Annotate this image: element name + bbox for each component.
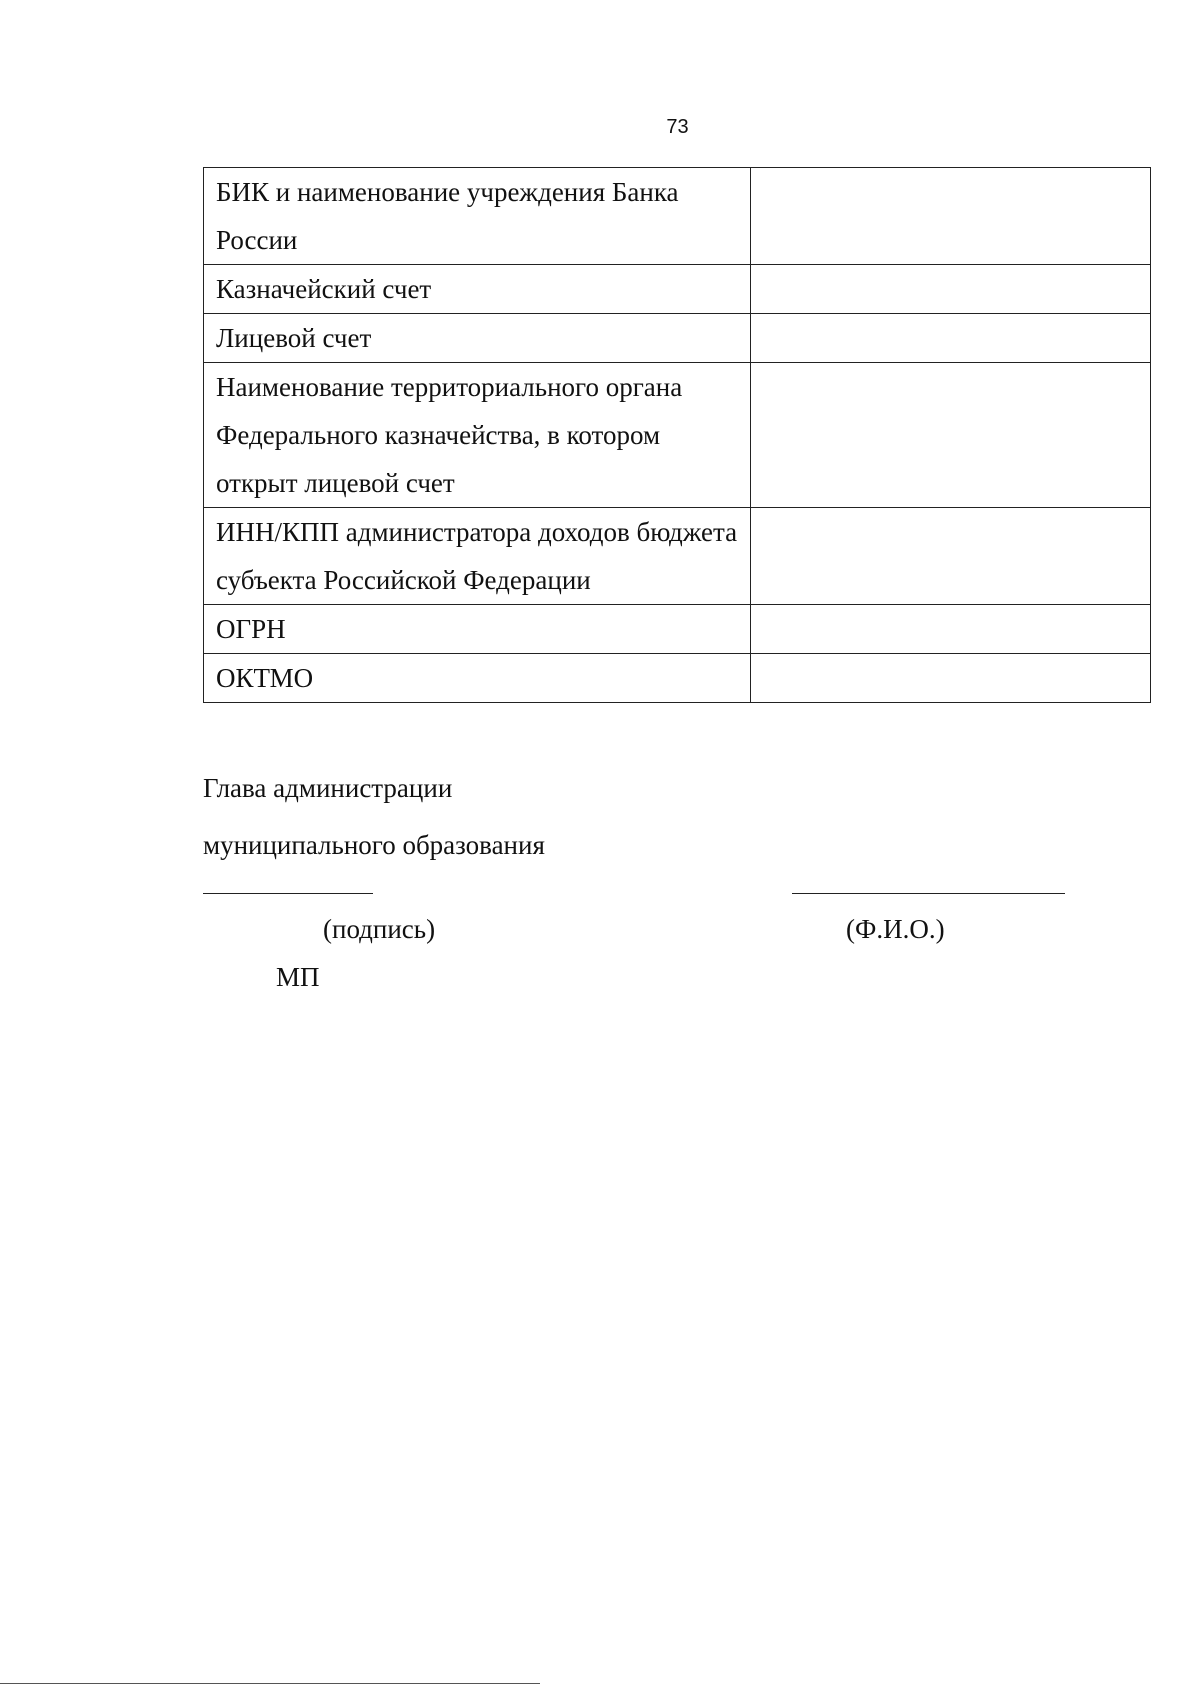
- bottom-divider: [0, 1683, 540, 1684]
- signature-line: [203, 893, 373, 894]
- row-value-personal-account: [751, 314, 1151, 363]
- signature-title-line2: муниципального образования: [203, 830, 545, 860]
- signature-caption: (подпись): [323, 914, 436, 944]
- page-number: 73: [666, 116, 689, 138]
- row-label-oktmo: ОКТМО: [204, 654, 751, 703]
- table-row: [204, 265, 1151, 314]
- signature-title-line1: Глава администрации: [203, 773, 453, 803]
- table-row: [204, 605, 1151, 654]
- requisites-table: [203, 167, 1151, 703]
- name-line: [792, 893, 1065, 894]
- row-value-ogrn: [751, 605, 1151, 654]
- name-caption: (Ф.И.О.): [846, 914, 945, 944]
- row-label-bik: БИК и наименование учреждения Банка России: [204, 168, 751, 265]
- table-row: [204, 168, 1151, 265]
- table-row: [204, 363, 1151, 508]
- table-row: [204, 508, 1151, 605]
- signature-title: [203, 760, 545, 874]
- seal-mark: МП: [276, 962, 320, 992]
- row-value-bik: [751, 168, 1151, 265]
- row-value-treasury-body: [751, 363, 1151, 508]
- table-row: [204, 654, 1151, 703]
- row-label-ogrn: ОГРН: [204, 605, 751, 654]
- row-label-inn-kpp: ИНН/КПП администратора доходов бюджета субъекта Российской Федерации: [204, 508, 751, 605]
- row-label-personal-account: Лицевой счет: [204, 314, 751, 363]
- row-label-treasury-body: Наименование территориального органа Федерального казначейства, в котором открыт лицевой счет: [204, 363, 751, 508]
- table-row: [204, 314, 1151, 363]
- row-value-oktmo: [751, 654, 1151, 703]
- row-label-treasury-account: Казначейский счет: [204, 265, 751, 314]
- row-value-treasury-account: [751, 265, 1151, 314]
- row-value-inn-kpp: [751, 508, 1151, 605]
